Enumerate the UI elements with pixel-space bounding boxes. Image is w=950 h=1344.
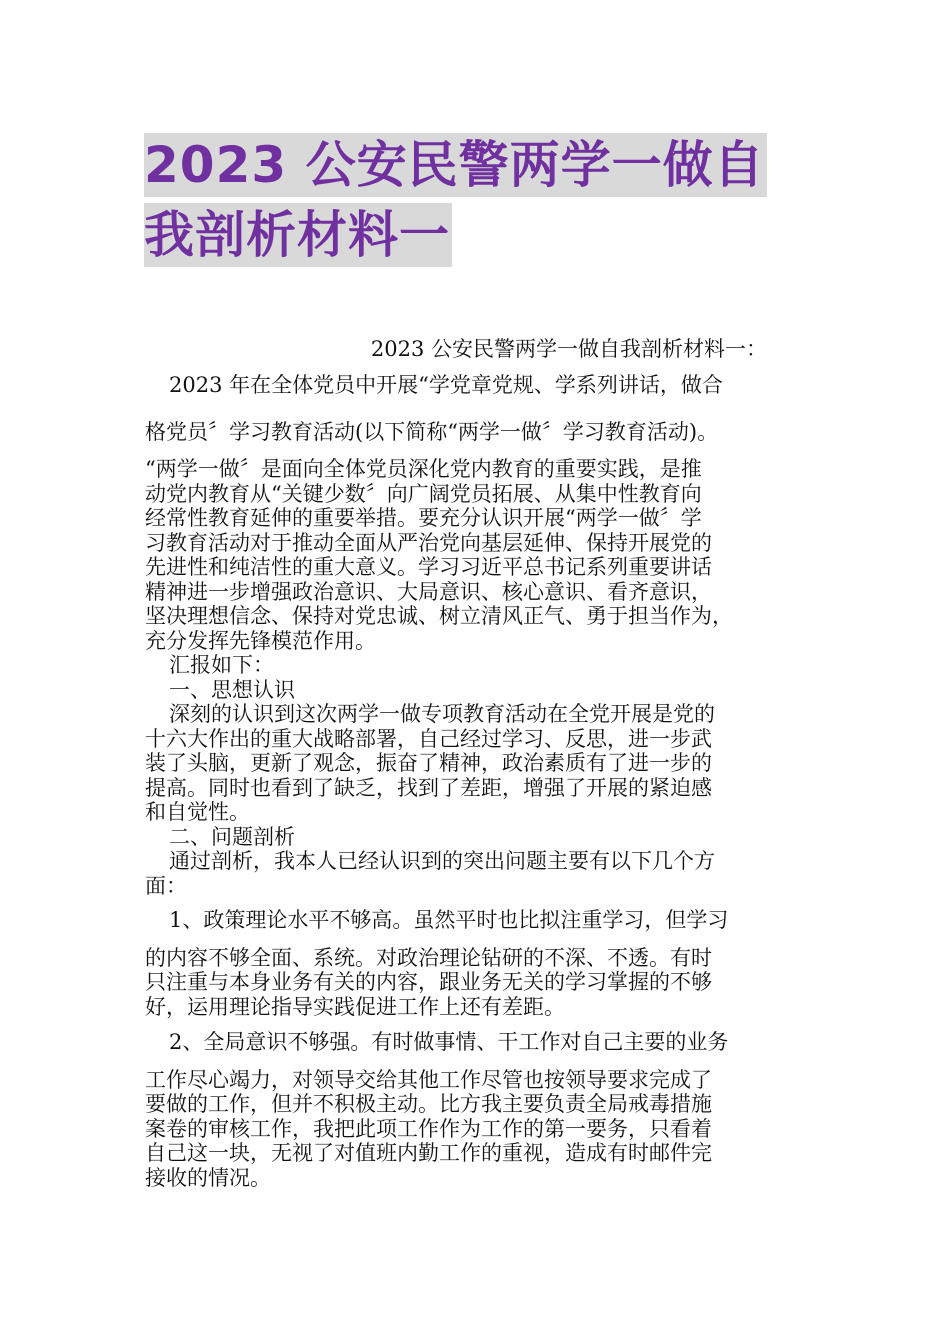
paragraph-3: “两学一做〞是面向全体党员深化党内教育的重要实践，是推 动党内教育从“关键少数〞向广阔党员拓展、从集中性教育向 经常性教育延伸的重要举措。要充分认识开展“两学一做〞学 习教育活动对于推动全面从严治党向基层延伸、保持开展党的 先进性和纯洁性的重大意义。学习习近平总书记系列重要讲话 精神进一步增强政治意识、大局意识、核心意识、看齐意识， 坚决理想信念、保持对党忠诚、树立清风正气、勇于担当作为， 充分发挥先锋模范作用。	[145, 457, 733, 653]
paragraph-report: 汇报如下：	[169, 653, 274, 677]
document-title	[144, 133, 814, 267]
paragraph-6: 1、政策理论水平不够高。虽然平时也比拟注重学习，但学习	[169, 908, 729, 932]
section-heading-2: 二、问题剖析	[169, 824, 295, 849]
paragraph-8: 2、全局意识不够强。有时做事情、干工作对自己主要的业务	[169, 1030, 729, 1054]
paragraph-7: 的内容不够全面、系统。对政治理论钻研的不深、不透。有时 只注重与本身业务有关的内容，跟业务无关的学习掌握的不够 好，运用理论指导实践促进工作上还有差距。	[145, 945, 712, 1019]
paragraph-2: 格党员〞学习教育活动(以下简称“两学一做〞学习教育活动)。	[145, 419, 719, 444]
document-body	[145, 335, 815, 1190]
paragraph-5: 通过剖析，我本人已经认识到的突出问题主要有以下几个方 面：	[145, 849, 715, 898]
document-subtitle: 2023 公安民警两学一做自我剖析材料一：	[370, 337, 767, 361]
title-line-1: 2023 公安民警两学一做自	[144, 133, 767, 197]
title-line-2: 我剖析材料一	[144, 203, 452, 267]
section-heading-1: 一、思想认识	[169, 677, 295, 702]
paragraph-1: 2023 年在全体党员中开展“学党章党规、学系列讲话，做合	[169, 373, 723, 397]
paragraph-9: 工作尽心竭力，对领导交给其他工作尽管也按领导要求完成了 要做的工作，但并不积极主动。比方我主要负责全局戒毒措施 案卷的审核工作，我把此项工作作为工作的第一要务，只看着 自己这一块，无视了对值班内勤工作的重视，造成有时邮件完 接收的情况。	[145, 1067, 712, 1190]
paragraph-4: 深刻的认识到这次两学一做专项教育活动在全党开展是党的 十六大作出的重大战略部署，自己经过学习、反思，进一步武 装了头脑，更新了观念，振奋了精神，政治素质有了进一步的 提高。同时也看到了缺乏，找到了差距，增强了开展的紧迫感 和自觉性。	[145, 702, 715, 824]
